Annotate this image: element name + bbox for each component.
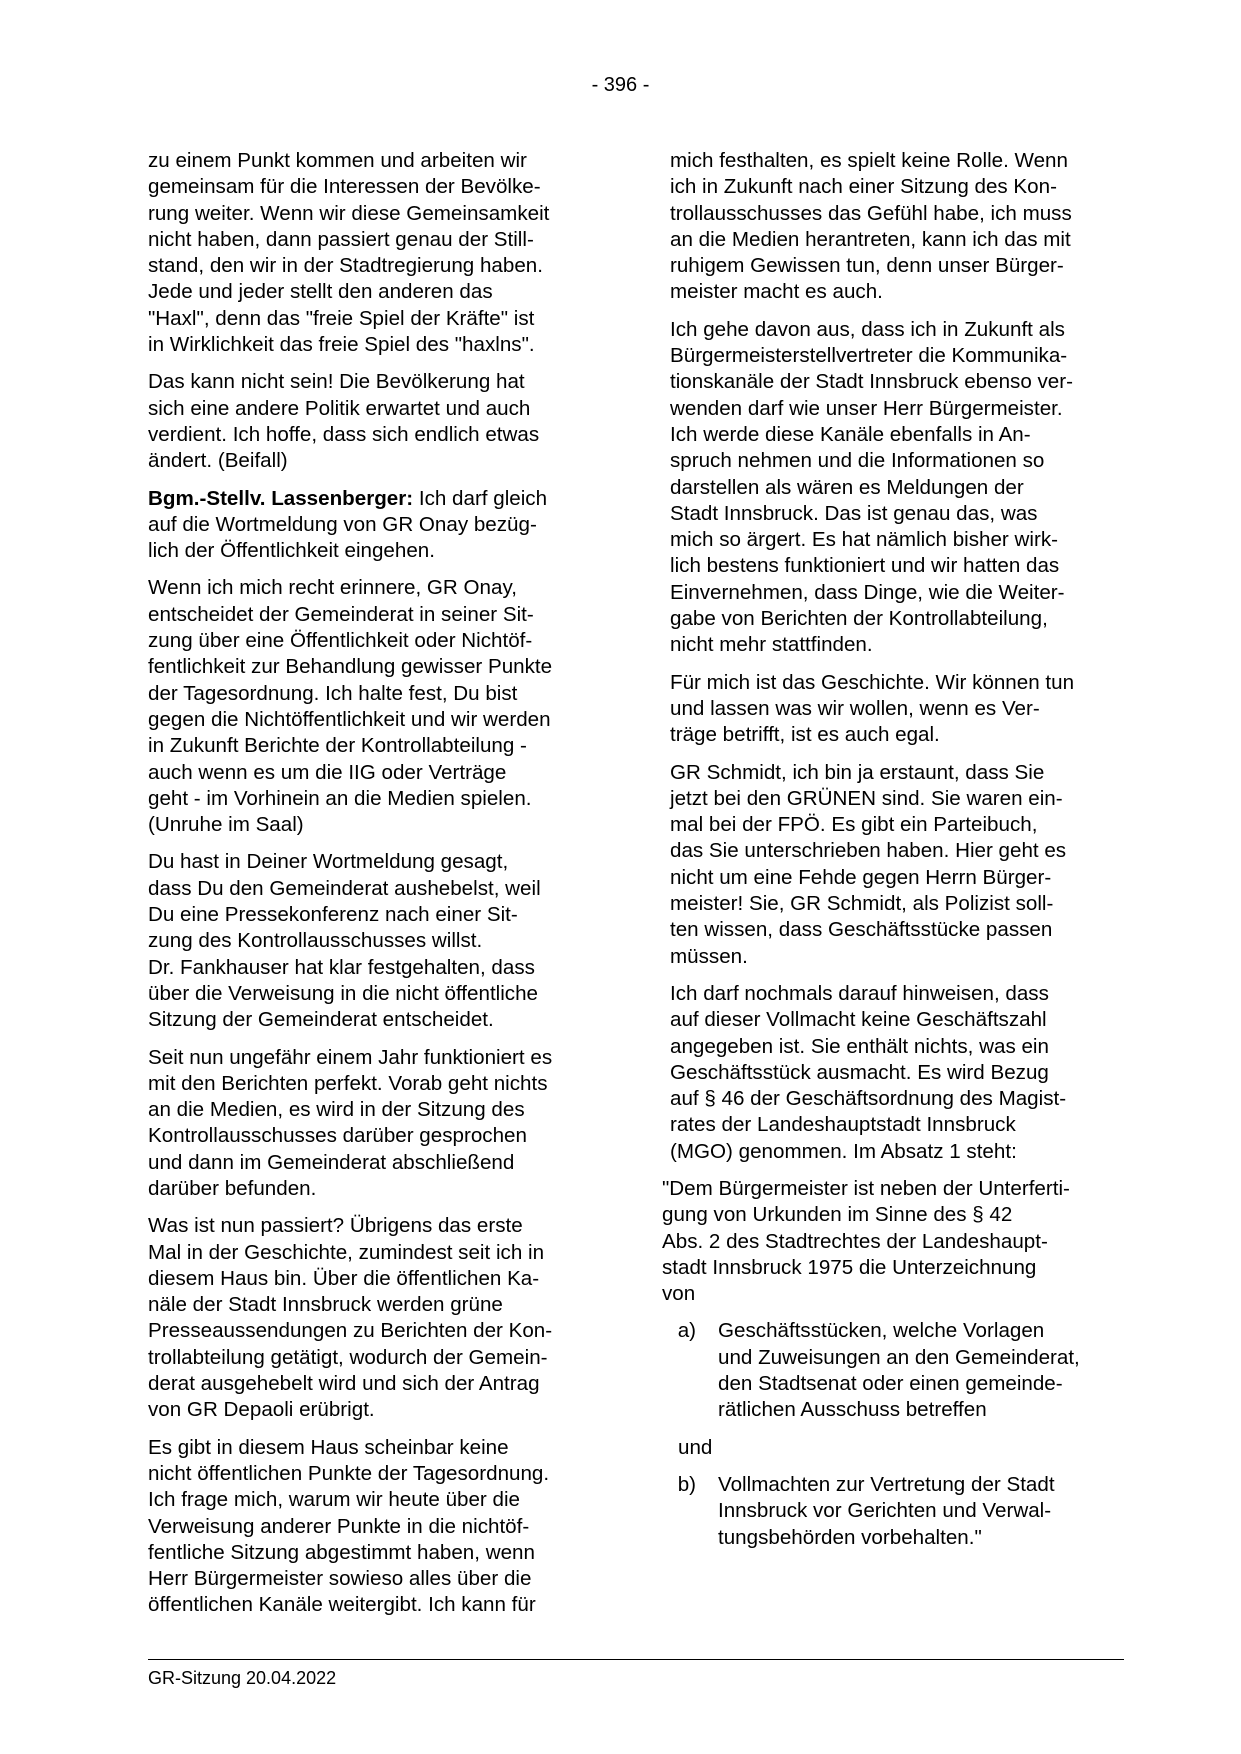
paragraph: GR Schmidt, ich bin ja erstaunt, dass Sie jetzt bei den GRÜNEN sind. Sie waren ein- mal bei der FPÖ. Es gibt ein Parteibuch, das Sie unterschrieben haben. Hier geht es nicht um eine Fehde gegen Herrn Bürger- meister! Sie, GR Schmidt, als Polizist soll- ten wissen, dass Geschäftsstücke passen müssen. <box>670 760 1067 968</box>
left-column <box>148 148 618 1630</box>
list-item-text: Vollmachten zur Vertretung der Stadt Innsbruck vor Gerichten und Verwal- tungsbehörden vorbehalten." <box>718 1472 1055 1549</box>
quote-paragraph: "Dem Bürgermeister ist neben der Unterferti- gung von Urkunden im Sinne des § 42 Abs. 2 des Stadtrechtes der Landeshaupt- stadt Innsbruck 1975 die Unterzeichnung von <box>662 1176 1070 1306</box>
list-item-text: Geschäftsstücken, welche Vorlagen und Zuweisungen an den Gemeinderat, den Stadtsenat oder einen gemeinde- rätlichen Ausschuss betreffen <box>718 1319 1080 1422</box>
list-marker: b) <box>677 1472 696 1496</box>
list-item <box>670 1318 1140 1423</box>
list-item <box>670 1472 1140 1551</box>
paragraph: Das kann nicht sein! Die Bevölkerung hat sich eine andere Politik erwartet und auch verdient. Ich hoffe, dass sich endlich etwas ändert. (Beifall) <box>148 370 540 473</box>
paragraph: Du hast in Deiner Wortmeldung gesagt, dass Du den Gemeinderat aushebelst, weil Du eine Pressekonferenz nach einer Sit- zung des Kontrollausschusses willst. Dr. Fankhauser hat klar festgehalten, dass über die Verweisung in die nicht öffentliche Sitzung der Gemeinderat entscheidet. <box>148 850 541 1032</box>
list-connector: und <box>678 1435 713 1459</box>
footer-session-date: GR-Sitzung 20.04.2022 <box>148 1668 337 1688</box>
paragraph: Wenn ich mich recht erinnere, GR Onay, entscheidet der Gemeinderat in seiner Sit- zung über eine Öffentlichkeit oder Nichtöf- fentlichkeit zur Behandlung gewisser Punkte der Tagesordnung. Ich halte fest, Du bist gegen die Nichtöffentlichkeit und wir werden in Zukunft Berichte der Kontrollabteilung - auch wenn es um die IIG oder Verträge geht - im Vorhinein an die Medien spielen. (Unruhe im Saal) <box>148 576 553 837</box>
footer-divider <box>148 1659 1124 1660</box>
paragraph: Was ist nun passiert? Übrigens das erste Mal in der Geschichte, zumindest seit ich in diesem Haus bin. Über die öffentlichen Ka- näle der Stadt Innsbruck werden grüne Presseaussendungen zu Berichten der Kon- trollabteilung getätigt, wodurch der Gemein- derat ausgehebelt wird und sich der Antrag von GR Depaoli erübrigt. <box>148 1214 553 1422</box>
speaker-name: Bgm.-Stellv. Lassenberger: <box>148 486 414 510</box>
paragraph: Es gibt in diesem Haus scheinbar keine nicht öffentlichen Punkte der Tagesordnung. Ich frage mich, warum wir heute über die Verweisung anderer Punkte in die nichtöf- fentliche Sitzung abgestimmt haben, wenn Herr Bürgermeister sowieso alles über die öffentlichen Kanäle weitergibt. Ich kann für <box>148 1435 550 1617</box>
paragraph: Für mich ist das Geschichte. Wir können tun und lassen was wir wollen, wenn es Ver- träge betrifft, ist es auch egal. <box>670 670 1075 747</box>
right-column <box>662 148 1140 1562</box>
speaker-text: Ich darf gleich auf die Wortmeldung von GR Onay bezüg- lich der Öffentlichkeit eingehen. <box>148 486 548 563</box>
paragraph: zu einem Punkt kommen und arbeiten wir gemeinsam für die Interessen der Bevölke- rung weiter. Wenn wir diese Gemeinsamkeit nicht haben, dann passiert genau der Still- stand, den wir in der Stadtregierung haben. Jede und jeder stellt den anderen das "Haxl", denn das "freie Spiel der Kräfte" ist in Wirklichkeit das freie Spiel des "haxlns". <box>148 149 550 357</box>
paragraph: Ich gehe davon aus, dass ich in Zukunft als Bürgermeisterstellvertreter die Kommunika- tionskanäle der Stadt Innsbruck ebenso ver- wenden darf wie unser Herr Bürgermeister. Ich werde diese Kanäle ebenfalls in An- spruch nehmen und die Informationen so darstellen als wären es Meldungen der Stadt Innsbruck. Das ist genau das, was mich so ärgert. Es hat nämlich bisher wirk- lich bestens funktioniert und wir hatten das Einvernehmen, dass Dinge, wie die Weiter- gabe von Berichten der Kontrollabteilung, nicht mehr stattfinden. <box>670 317 1073 657</box>
list-marker: a) <box>677 1319 696 1343</box>
speaker-paragraph <box>148 486 618 565</box>
paragraph: mich festhalten, es spielt keine Rolle. Wenn ich in Zukunft nach einer Sitzung des Kon- trollausschusses das Gefühl habe, ich muss an die Medien herantreten, kann ich das mit ruhigem Gewissen tun, denn unser Bürger- meister macht es auch. <box>670 149 1072 304</box>
paragraph: Ich darf nochmals darauf hinweisen, dass auf dieser Vollmacht keine Geschäftszahl angegeben ist. Sie enthält nichts, was ein Geschäftsstück ausmacht. Es wird Bezug auf § 46 der Geschäftsordnung des Magist- rates der Landeshauptstadt Innsbruck (MGO) genommen. Im Absatz 1 steht: <box>670 981 1067 1163</box>
paragraph: Seit nun ungefähr einem Jahr funktioniert es mit den Berichten perfekt. Vorab geht nichts an die Medien, es wird in der Sitzung des Kontrollausschusses darüber gesprochen und dann im Gemeinderat abschließend darüber befunden. <box>148 1045 553 1200</box>
page-number: - 396 - <box>591 74 650 96</box>
